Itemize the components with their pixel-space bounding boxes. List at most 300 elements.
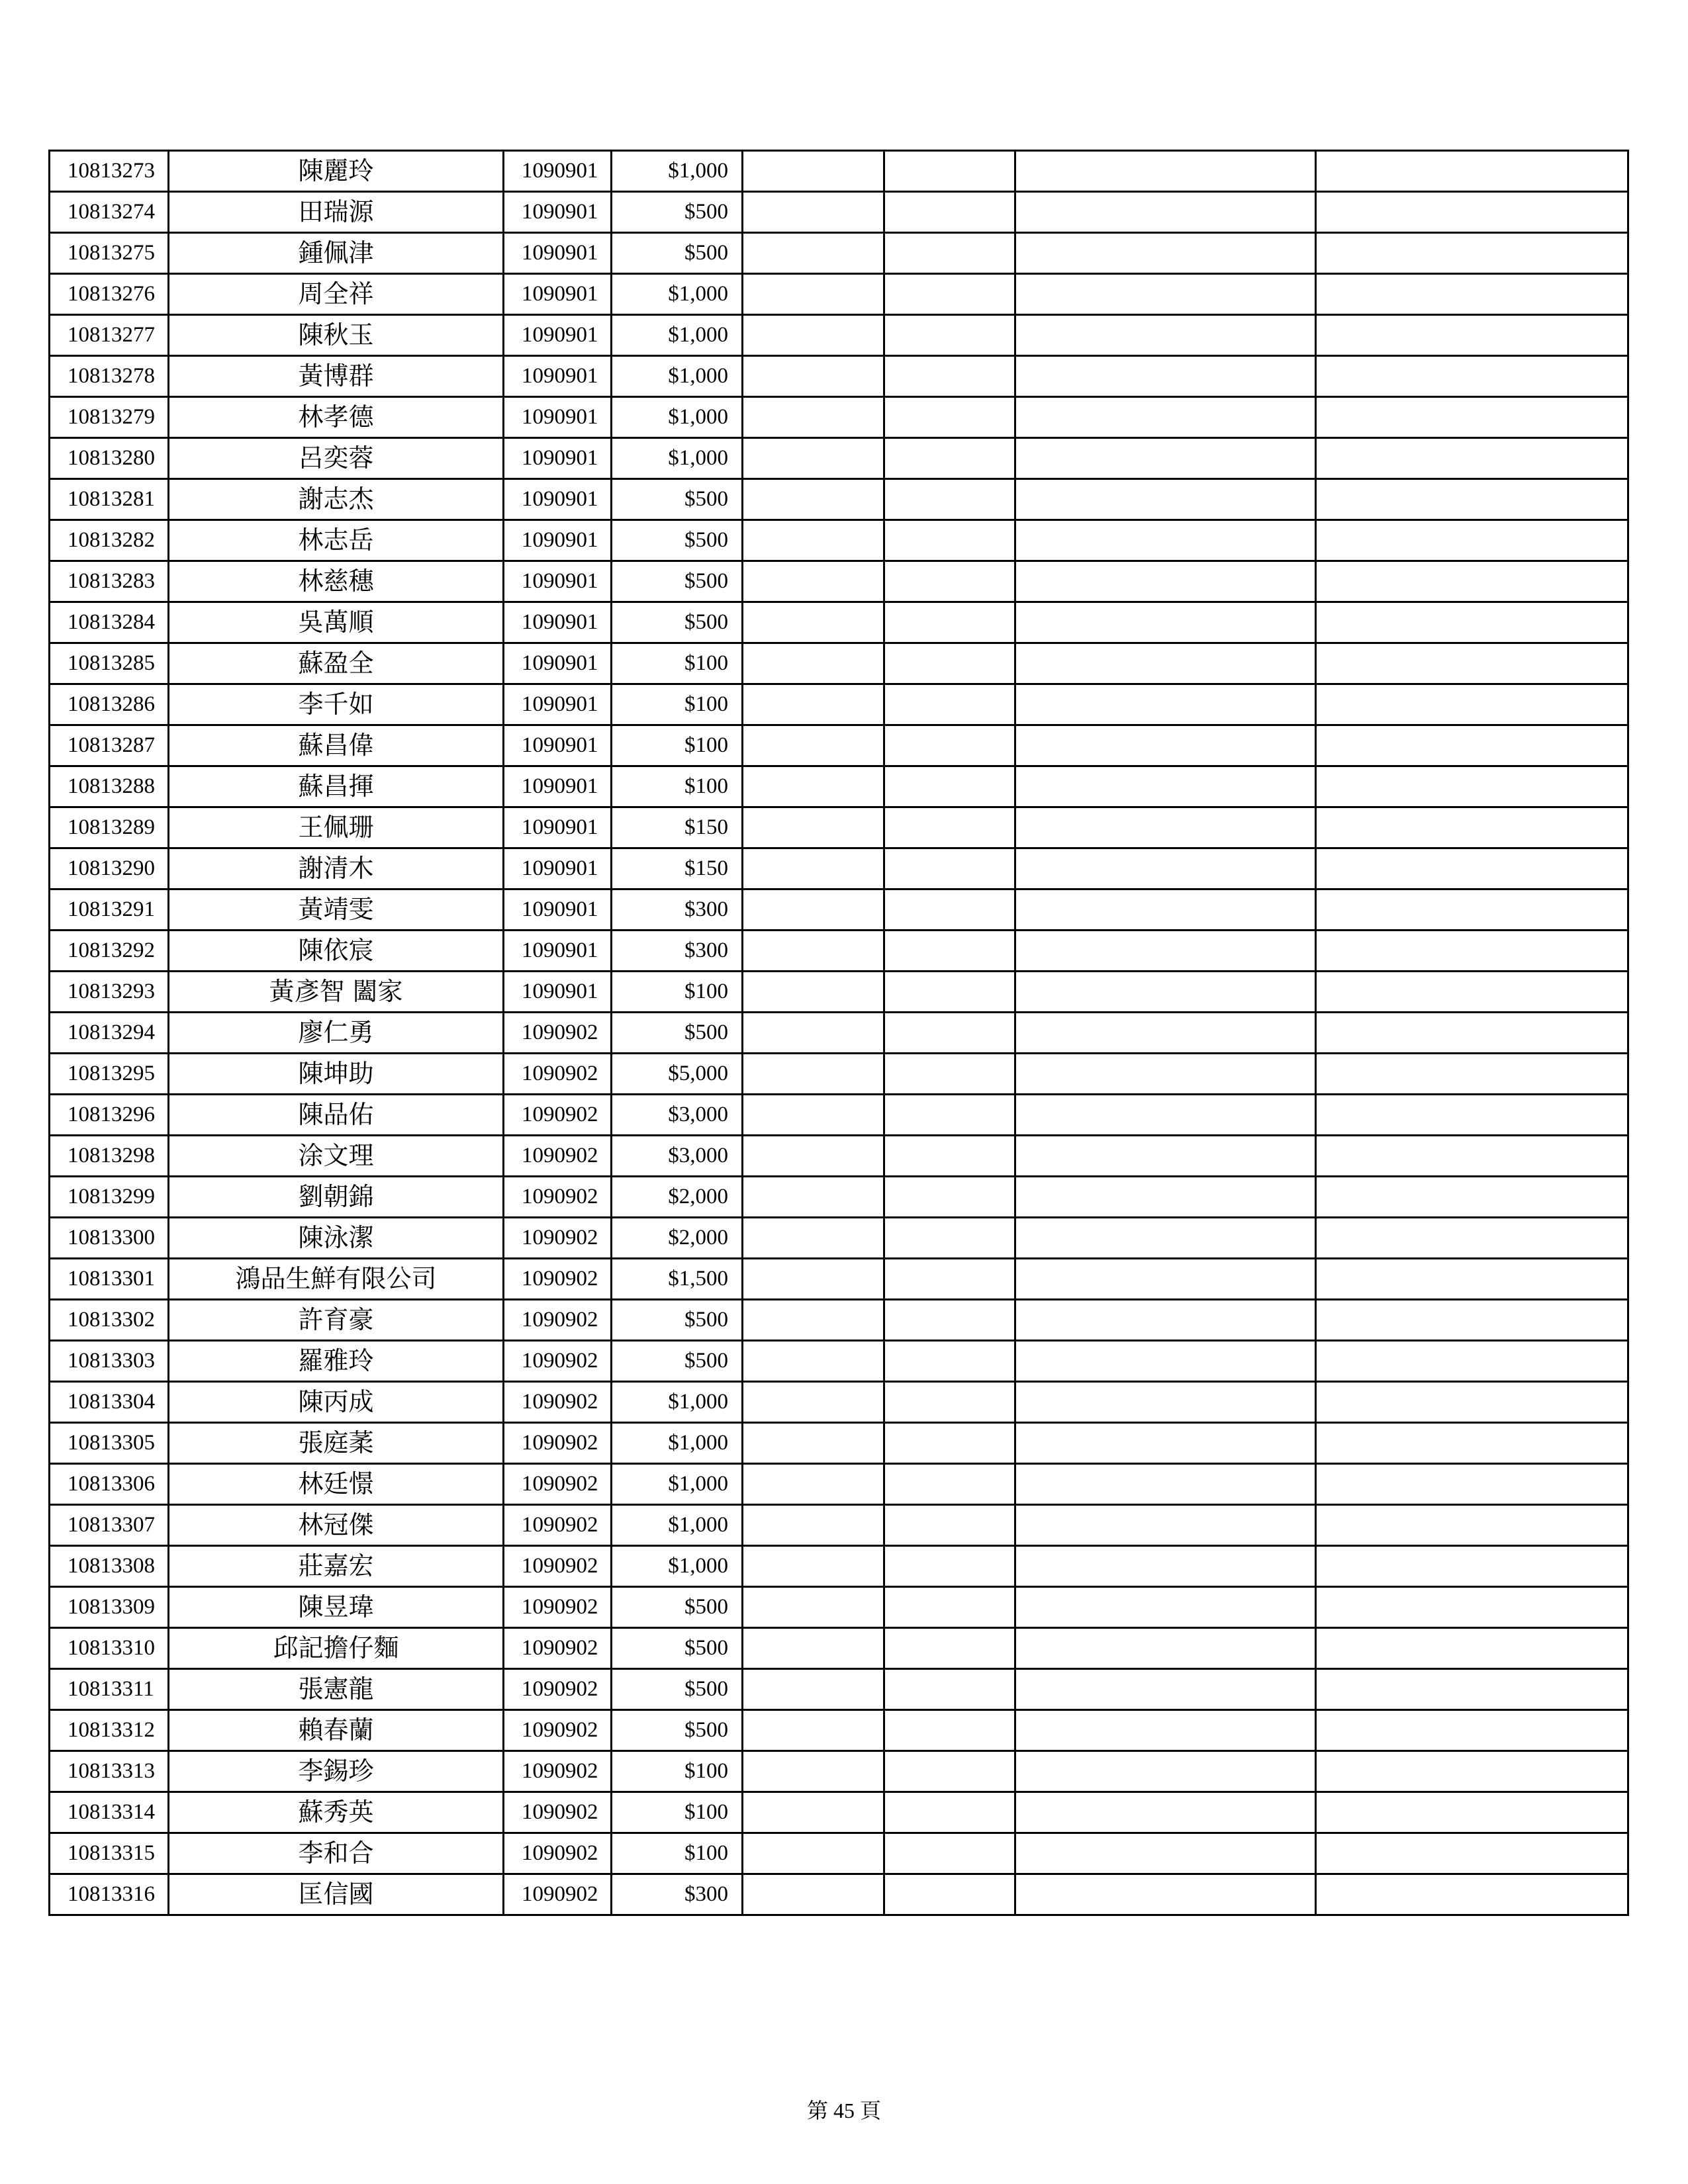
empty-cell xyxy=(1316,520,1628,561)
amount-cell: $1,000 xyxy=(612,151,743,192)
empty-cell xyxy=(1015,725,1316,766)
receipt-number-cell: 10813287 xyxy=(50,725,169,766)
empty-cell xyxy=(884,972,1015,1013)
empty-cell xyxy=(1015,1218,1316,1259)
empty-cell xyxy=(743,520,884,561)
date-cell: 1090902 xyxy=(504,1095,612,1136)
donor-name-cell: 黃博群 xyxy=(169,356,504,397)
amount-cell: $1,000 xyxy=(612,397,743,438)
donor-name-cell: 陳坤助 xyxy=(169,1054,504,1095)
empty-cell xyxy=(1015,1013,1316,1054)
empty-cell xyxy=(1015,1669,1316,1710)
amount-cell: $500 xyxy=(612,192,743,233)
donor-name-cell: 陳泳潔 xyxy=(169,1218,504,1259)
empty-cell xyxy=(1015,315,1316,356)
table-row xyxy=(50,1300,1628,1341)
empty-cell xyxy=(743,274,884,315)
date-cell: 1090902 xyxy=(504,1628,612,1669)
table-row xyxy=(50,192,1628,233)
receipt-number-cell: 10813312 xyxy=(50,1710,169,1751)
amount-cell: $500 xyxy=(612,479,743,520)
table-row xyxy=(50,972,1628,1013)
donor-name-cell: 羅雅玲 xyxy=(169,1341,504,1382)
empty-cell xyxy=(1316,848,1628,889)
empty-cell xyxy=(1316,1259,1628,1300)
empty-cell xyxy=(884,479,1015,520)
empty-cell xyxy=(1015,479,1316,520)
donor-name-cell: 陳依宸 xyxy=(169,931,504,972)
receipt-number-cell: 10813308 xyxy=(50,1546,169,1587)
date-cell: 1090902 xyxy=(504,1792,612,1833)
receipt-number-cell: 10813285 xyxy=(50,643,169,684)
receipt-number-cell: 10813316 xyxy=(50,1874,169,1915)
date-cell: 1090902 xyxy=(504,1259,612,1300)
empty-cell xyxy=(1316,1177,1628,1218)
empty-cell xyxy=(1015,1505,1316,1546)
empty-cell xyxy=(743,315,884,356)
receipt-number-cell: 10813289 xyxy=(50,807,169,848)
receipt-number-cell: 10813307 xyxy=(50,1505,169,1546)
date-cell: 1090901 xyxy=(504,684,612,725)
date-cell: 1090901 xyxy=(504,151,612,192)
empty-cell xyxy=(743,1300,884,1341)
date-cell: 1090902 xyxy=(504,1136,612,1177)
empty-cell xyxy=(884,1874,1015,1915)
donor-name-cell: 吳萬順 xyxy=(169,602,504,643)
table-row xyxy=(50,848,1628,889)
empty-cell xyxy=(1015,520,1316,561)
empty-cell xyxy=(884,192,1015,233)
table-row xyxy=(50,1669,1628,1710)
empty-cell xyxy=(1316,1054,1628,1095)
donor-name-cell: 周全祥 xyxy=(169,274,504,315)
date-cell: 1090902 xyxy=(504,1874,612,1915)
empty-cell xyxy=(1316,192,1628,233)
donor-name-cell: 蘇昌揮 xyxy=(169,766,504,807)
empty-cell xyxy=(743,561,884,602)
date-cell: 1090901 xyxy=(504,766,612,807)
empty-cell xyxy=(884,233,1015,274)
date-cell: 1090901 xyxy=(504,192,612,233)
receipt-number-cell: 10813273 xyxy=(50,151,169,192)
empty-cell xyxy=(884,561,1015,602)
amount-cell: $100 xyxy=(612,643,743,684)
amount-cell: $100 xyxy=(612,1792,743,1833)
empty-cell xyxy=(1015,1382,1316,1423)
date-cell: 1090901 xyxy=(504,931,612,972)
empty-cell xyxy=(1316,233,1628,274)
empty-cell xyxy=(884,1423,1015,1464)
date-cell: 1090901 xyxy=(504,602,612,643)
date-cell: 1090902 xyxy=(504,1218,612,1259)
amount-cell: $300 xyxy=(612,931,743,972)
empty-cell xyxy=(1015,848,1316,889)
date-cell: 1090901 xyxy=(504,397,612,438)
donor-name-cell: 林廷憬 xyxy=(169,1464,504,1505)
empty-cell xyxy=(1015,1259,1316,1300)
empty-cell xyxy=(884,807,1015,848)
table-row xyxy=(50,1382,1628,1423)
empty-cell xyxy=(884,889,1015,931)
empty-cell xyxy=(1015,1300,1316,1341)
empty-cell xyxy=(1015,356,1316,397)
empty-cell xyxy=(884,1177,1015,1218)
receipt-number-cell: 10813298 xyxy=(50,1136,169,1177)
empty-cell xyxy=(884,931,1015,972)
receipt-number-cell: 10813295 xyxy=(50,1054,169,1095)
donation-table-container xyxy=(48,150,1627,1916)
amount-cell: $500 xyxy=(612,520,743,561)
date-cell: 1090901 xyxy=(504,972,612,1013)
empty-cell xyxy=(743,1013,884,1054)
receipt-number-cell: 10813280 xyxy=(50,438,169,479)
empty-cell xyxy=(1015,1710,1316,1751)
date-cell: 1090901 xyxy=(504,725,612,766)
empty-cell xyxy=(1015,889,1316,931)
table-row xyxy=(50,233,1628,274)
empty-cell xyxy=(743,1136,884,1177)
date-cell: 1090901 xyxy=(504,889,612,931)
empty-cell xyxy=(1316,602,1628,643)
table-body xyxy=(50,151,1628,1915)
empty-cell xyxy=(743,684,884,725)
empty-cell xyxy=(743,438,884,479)
empty-cell xyxy=(743,233,884,274)
table-row xyxy=(50,1341,1628,1382)
empty-cell xyxy=(1015,602,1316,643)
receipt-number-cell: 10813309 xyxy=(50,1587,169,1628)
empty-cell xyxy=(743,192,884,233)
date-cell: 1090901 xyxy=(504,479,612,520)
empty-cell xyxy=(1316,1546,1628,1587)
empty-cell xyxy=(884,1792,1015,1833)
empty-cell xyxy=(1015,233,1316,274)
table-row xyxy=(50,1505,1628,1546)
donor-name-cell: 匡信國 xyxy=(169,1874,504,1915)
donor-name-cell: 李和合 xyxy=(169,1833,504,1874)
date-cell: 1090902 xyxy=(504,1177,612,1218)
amount-cell: $500 xyxy=(612,1710,743,1751)
receipt-number-cell: 10813314 xyxy=(50,1792,169,1833)
empty-cell xyxy=(1316,356,1628,397)
empty-cell xyxy=(1316,1013,1628,1054)
donor-name-cell: 陳品佑 xyxy=(169,1095,504,1136)
amount-cell: $500 xyxy=(612,1669,743,1710)
table-row xyxy=(50,602,1628,643)
amount-cell: $1,000 xyxy=(612,438,743,479)
empty-cell xyxy=(1015,397,1316,438)
receipt-number-cell: 10813292 xyxy=(50,931,169,972)
date-cell: 1090901 xyxy=(504,356,612,397)
amount-cell: $2,000 xyxy=(612,1177,743,1218)
empty-cell xyxy=(884,520,1015,561)
receipt-number-cell: 10813278 xyxy=(50,356,169,397)
amount-cell: $100 xyxy=(612,972,743,1013)
empty-cell xyxy=(743,848,884,889)
empty-cell xyxy=(1015,561,1316,602)
date-cell: 1090902 xyxy=(504,1013,612,1054)
empty-cell xyxy=(743,1095,884,1136)
empty-cell xyxy=(1316,151,1628,192)
date-cell: 1090901 xyxy=(504,561,612,602)
empty-cell xyxy=(1015,1628,1316,1669)
amount-cell: $500 xyxy=(612,561,743,602)
empty-cell xyxy=(743,1874,884,1915)
donor-name-cell: 黃彥智 闔家 xyxy=(169,972,504,1013)
empty-cell xyxy=(743,1054,884,1095)
donor-name-cell: 廖仁勇 xyxy=(169,1013,504,1054)
empty-cell xyxy=(1316,1587,1628,1628)
table-row xyxy=(50,397,1628,438)
empty-cell xyxy=(743,1218,884,1259)
date-cell: 1090901 xyxy=(504,315,612,356)
amount-cell: $100 xyxy=(612,684,743,725)
empty-cell xyxy=(1316,1669,1628,1710)
amount-cell: $2,000 xyxy=(612,1218,743,1259)
amount-cell: $3,000 xyxy=(612,1136,743,1177)
amount-cell: $500 xyxy=(612,602,743,643)
donor-name-cell: 謝清木 xyxy=(169,848,504,889)
amount-cell: $150 xyxy=(612,807,743,848)
receipt-number-cell: 10813303 xyxy=(50,1341,169,1382)
empty-cell xyxy=(1015,1546,1316,1587)
receipt-number-cell: 10813302 xyxy=(50,1300,169,1341)
empty-cell xyxy=(884,1259,1015,1300)
date-cell: 1090902 xyxy=(504,1054,612,1095)
donor-name-cell: 劉朝錦 xyxy=(169,1177,504,1218)
empty-cell xyxy=(743,479,884,520)
table-row xyxy=(50,684,1628,725)
receipt-number-cell: 10813286 xyxy=(50,684,169,725)
table-row xyxy=(50,520,1628,561)
table-row xyxy=(50,274,1628,315)
empty-cell xyxy=(1015,1095,1316,1136)
donation-table xyxy=(48,150,1629,1916)
empty-cell xyxy=(1015,192,1316,233)
receipt-number-cell: 10813274 xyxy=(50,192,169,233)
empty-cell xyxy=(1316,274,1628,315)
empty-cell xyxy=(1316,1341,1628,1382)
empty-cell xyxy=(884,1587,1015,1628)
amount-cell: $100 xyxy=(612,1833,743,1874)
empty-cell xyxy=(743,1505,884,1546)
empty-cell xyxy=(1316,1874,1628,1915)
empty-cell xyxy=(1316,684,1628,725)
donor-name-cell: 陳麗玲 xyxy=(169,151,504,192)
empty-cell xyxy=(1316,1628,1628,1669)
empty-cell xyxy=(1015,1751,1316,1792)
empty-cell xyxy=(884,397,1015,438)
amount-cell: $1,000 xyxy=(612,315,743,356)
amount-cell: $500 xyxy=(612,1300,743,1341)
donor-name-cell: 林冠傑 xyxy=(169,1505,504,1546)
table-row xyxy=(50,1874,1628,1915)
amount-cell: $500 xyxy=(612,1587,743,1628)
empty-cell xyxy=(1316,1792,1628,1833)
date-cell: 1090902 xyxy=(504,1751,612,1792)
empty-cell xyxy=(743,1464,884,1505)
receipt-number-cell: 10813315 xyxy=(50,1833,169,1874)
empty-cell xyxy=(1316,1833,1628,1874)
table-row xyxy=(50,931,1628,972)
table-row xyxy=(50,1751,1628,1792)
date-cell: 1090902 xyxy=(504,1300,612,1341)
empty-cell xyxy=(743,1177,884,1218)
empty-cell xyxy=(743,807,884,848)
date-cell: 1090901 xyxy=(504,274,612,315)
empty-cell xyxy=(743,1751,884,1792)
empty-cell xyxy=(1015,1833,1316,1874)
table-row xyxy=(50,1013,1628,1054)
empty-cell xyxy=(1015,1341,1316,1382)
table-row xyxy=(50,438,1628,479)
amount-cell: $5,000 xyxy=(612,1054,743,1095)
empty-cell xyxy=(1316,1423,1628,1464)
empty-cell xyxy=(743,1382,884,1423)
receipt-number-cell: 10813291 xyxy=(50,889,169,931)
page-number: 第 45 頁 xyxy=(806,2099,881,2122)
empty-cell xyxy=(884,684,1015,725)
table-row xyxy=(50,1464,1628,1505)
amount-cell: $100 xyxy=(612,766,743,807)
empty-cell xyxy=(1015,438,1316,479)
empty-cell xyxy=(1316,725,1628,766)
empty-cell xyxy=(884,766,1015,807)
amount-cell: $1,000 xyxy=(612,356,743,397)
empty-cell xyxy=(743,972,884,1013)
receipt-number-cell: 10813310 xyxy=(50,1628,169,1669)
date-cell: 1090901 xyxy=(504,807,612,848)
empty-cell xyxy=(1316,1505,1628,1546)
receipt-number-cell: 10813296 xyxy=(50,1095,169,1136)
empty-cell xyxy=(1316,1300,1628,1341)
receipt-number-cell: 10813306 xyxy=(50,1464,169,1505)
empty-cell xyxy=(884,1341,1015,1382)
empty-cell xyxy=(1316,438,1628,479)
table-row xyxy=(50,807,1628,848)
empty-cell xyxy=(884,1095,1015,1136)
amount-cell: $1,000 xyxy=(612,1423,743,1464)
donor-name-cell: 賴春蘭 xyxy=(169,1710,504,1751)
table-row xyxy=(50,725,1628,766)
table-row xyxy=(50,1710,1628,1751)
amount-cell: $1,000 xyxy=(612,274,743,315)
empty-cell xyxy=(1015,807,1316,848)
empty-cell xyxy=(884,1136,1015,1177)
empty-cell xyxy=(743,643,884,684)
receipt-number-cell: 10813283 xyxy=(50,561,169,602)
empty-cell xyxy=(743,725,884,766)
donor-name-cell: 林孝德 xyxy=(169,397,504,438)
empty-cell xyxy=(1015,151,1316,192)
table-row xyxy=(50,1177,1628,1218)
amount-cell: $1,000 xyxy=(612,1505,743,1546)
date-cell: 1090902 xyxy=(504,1423,612,1464)
empty-cell xyxy=(1316,889,1628,931)
empty-cell xyxy=(884,1751,1015,1792)
empty-cell xyxy=(1015,1874,1316,1915)
donor-name-cell: 黃靖雯 xyxy=(169,889,504,931)
receipt-number-cell: 10813284 xyxy=(50,602,169,643)
empty-cell xyxy=(1316,1382,1628,1423)
table-row xyxy=(50,479,1628,520)
empty-cell xyxy=(1316,315,1628,356)
table-row xyxy=(50,1095,1628,1136)
empty-cell xyxy=(1015,274,1316,315)
empty-cell xyxy=(1015,931,1316,972)
donor-name-cell: 蘇盈全 xyxy=(169,643,504,684)
empty-cell xyxy=(884,643,1015,684)
date-cell: 1090901 xyxy=(504,233,612,274)
date-cell: 1090902 xyxy=(504,1669,612,1710)
donor-name-cell: 陳昱瑋 xyxy=(169,1587,504,1628)
table-row xyxy=(50,643,1628,684)
receipt-number-cell: 10813301 xyxy=(50,1259,169,1300)
amount-cell: $1,000 xyxy=(612,1382,743,1423)
empty-cell xyxy=(1015,1587,1316,1628)
empty-cell xyxy=(884,1710,1015,1751)
empty-cell xyxy=(1316,1095,1628,1136)
empty-cell xyxy=(1316,1464,1628,1505)
receipt-number-cell: 10813290 xyxy=(50,848,169,889)
empty-cell xyxy=(1015,684,1316,725)
empty-cell xyxy=(743,602,884,643)
donor-name-cell: 李錫珍 xyxy=(169,1751,504,1792)
table-row xyxy=(50,1423,1628,1464)
receipt-number-cell: 10813275 xyxy=(50,233,169,274)
donor-name-cell: 鴻品生鮮有限公司 xyxy=(169,1259,504,1300)
donor-name-cell: 張庭葇 xyxy=(169,1423,504,1464)
empty-cell xyxy=(743,151,884,192)
empty-cell xyxy=(884,274,1015,315)
amount-cell: $1,000 xyxy=(612,1546,743,1587)
empty-cell xyxy=(743,1628,884,1669)
empty-cell xyxy=(743,1710,884,1751)
receipt-number-cell: 10813313 xyxy=(50,1751,169,1792)
empty-cell xyxy=(743,1669,884,1710)
empty-cell xyxy=(1015,1136,1316,1177)
receipt-number-cell: 10813293 xyxy=(50,972,169,1013)
empty-cell xyxy=(1316,972,1628,1013)
empty-cell xyxy=(884,1013,1015,1054)
empty-cell xyxy=(884,848,1015,889)
amount-cell: $500 xyxy=(612,1013,743,1054)
empty-cell xyxy=(743,1587,884,1628)
receipt-number-cell: 10813294 xyxy=(50,1013,169,1054)
amount-cell: $500 xyxy=(612,1628,743,1669)
donor-name-cell: 呂奕蓉 xyxy=(169,438,504,479)
table-row xyxy=(50,1587,1628,1628)
empty-cell xyxy=(743,931,884,972)
empty-cell xyxy=(884,1464,1015,1505)
empty-cell xyxy=(884,602,1015,643)
table-row xyxy=(50,766,1628,807)
empty-cell xyxy=(1316,1710,1628,1751)
date-cell: 1090902 xyxy=(504,1341,612,1382)
donor-name-cell: 陳丙成 xyxy=(169,1382,504,1423)
table-row xyxy=(50,561,1628,602)
empty-cell xyxy=(743,1833,884,1874)
empty-cell xyxy=(1015,1177,1316,1218)
empty-cell xyxy=(884,1218,1015,1259)
receipt-number-cell: 10813276 xyxy=(50,274,169,315)
table-row xyxy=(50,1136,1628,1177)
empty-cell xyxy=(884,725,1015,766)
date-cell: 1090902 xyxy=(504,1546,612,1587)
empty-cell xyxy=(1316,1751,1628,1792)
empty-cell xyxy=(884,1628,1015,1669)
amount-cell: $1,500 xyxy=(612,1259,743,1300)
